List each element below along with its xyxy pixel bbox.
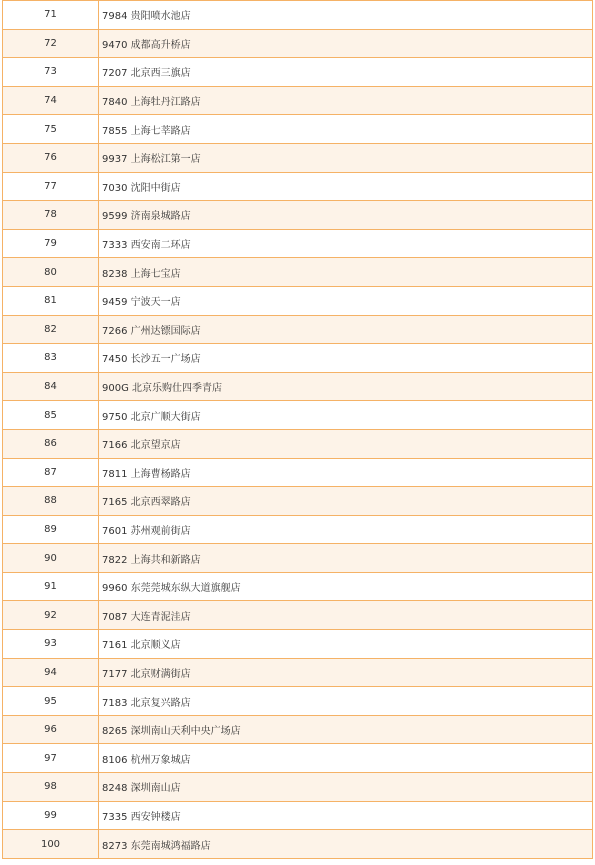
table-row bbox=[3, 115, 593, 144]
store-name-cell: 7161 北京顺义店 bbox=[99, 630, 593, 659]
table-row bbox=[3, 830, 593, 859]
row-number-cell: 74 bbox=[3, 86, 99, 115]
store-name-cell: 7822 上海共和新路店 bbox=[99, 544, 593, 573]
store-name-cell: 7855 上海七莘路店 bbox=[99, 115, 593, 144]
store-name-cell: 7087 大连青泥洼店 bbox=[99, 601, 593, 630]
table-row bbox=[3, 372, 593, 401]
table-row bbox=[3, 286, 593, 315]
row-number-cell: 79 bbox=[3, 229, 99, 258]
row-number-cell: 83 bbox=[3, 344, 99, 373]
table-row bbox=[3, 658, 593, 687]
row-number-cell: 96 bbox=[3, 715, 99, 744]
row-number-cell: 93 bbox=[3, 630, 99, 659]
row-number-cell: 84 bbox=[3, 372, 99, 401]
row-number-cell: 98 bbox=[3, 773, 99, 802]
row-number-cell: 91 bbox=[3, 572, 99, 601]
table-row bbox=[3, 344, 593, 373]
row-number-cell: 90 bbox=[3, 544, 99, 573]
store-name-cell: 7335 西安钟楼店 bbox=[99, 801, 593, 830]
row-number-cell: 78 bbox=[3, 201, 99, 230]
store-name-cell: 7165 北京西翠路店 bbox=[99, 487, 593, 516]
row-number-cell: 87 bbox=[3, 458, 99, 487]
row-number-cell: 97 bbox=[3, 744, 99, 773]
row-number-cell: 86 bbox=[3, 429, 99, 458]
table-row bbox=[3, 86, 593, 115]
table-row bbox=[3, 29, 593, 58]
store-name-cell: 9750 北京广顺大街店 bbox=[99, 401, 593, 430]
table-row bbox=[3, 773, 593, 802]
store-name-cell: 8273 东莞南城鸿福路店 bbox=[99, 830, 593, 859]
row-number-cell: 82 bbox=[3, 315, 99, 344]
table-row bbox=[3, 687, 593, 716]
row-number-cell: 76 bbox=[3, 143, 99, 172]
table-row bbox=[3, 401, 593, 430]
table-row bbox=[3, 258, 593, 287]
store-list-table bbox=[2, 0, 593, 859]
table-row bbox=[3, 744, 593, 773]
table-row bbox=[3, 201, 593, 230]
store-name-cell: 9599 济南泉城路店 bbox=[99, 201, 593, 230]
store-list-body bbox=[3, 1, 593, 859]
row-number-cell: 92 bbox=[3, 601, 99, 630]
store-name-cell: 7183 北京复兴路店 bbox=[99, 687, 593, 716]
row-number-cell: 73 bbox=[3, 58, 99, 87]
table-row bbox=[3, 715, 593, 744]
table-row bbox=[3, 229, 593, 258]
store-name-cell: 900G 北京乐购仕四季青店 bbox=[99, 372, 593, 401]
store-name-cell: 7207 北京西三旗店 bbox=[99, 58, 593, 87]
store-name-cell: 7601 苏州观前街店 bbox=[99, 515, 593, 544]
table-row bbox=[3, 630, 593, 659]
table-row bbox=[3, 58, 593, 87]
store-name-cell: 8248 深圳南山店 bbox=[99, 773, 593, 802]
store-name-cell: 7450 长沙五一广场店 bbox=[99, 344, 593, 373]
store-name-cell: 9960 东莞莞城东纵大道旗舰店 bbox=[99, 572, 593, 601]
table-row bbox=[3, 801, 593, 830]
store-name-cell: 7030 沈阳中街店 bbox=[99, 172, 593, 201]
store-name-cell: 7984 贵阳喷水池店 bbox=[99, 1, 593, 30]
store-name-cell: 7166 北京望京店 bbox=[99, 429, 593, 458]
store-list-table-wrapper bbox=[2, 0, 593, 859]
store-name-cell: 9937 上海松江第一店 bbox=[99, 143, 593, 172]
table-row bbox=[3, 315, 593, 344]
row-number-cell: 71 bbox=[3, 1, 99, 30]
table-row bbox=[3, 544, 593, 573]
table-row bbox=[3, 429, 593, 458]
table-row bbox=[3, 601, 593, 630]
store-name-cell: 7840 上海牡丹江路店 bbox=[99, 86, 593, 115]
row-number-cell: 85 bbox=[3, 401, 99, 430]
store-name-cell: 7266 广州达镖国际店 bbox=[99, 315, 593, 344]
row-number-cell: 94 bbox=[3, 658, 99, 687]
table-row bbox=[3, 172, 593, 201]
store-name-cell: 8265 深圳南山天利中央广场店 bbox=[99, 715, 593, 744]
table-row bbox=[3, 458, 593, 487]
store-name-cell: 8106 杭州万象城店 bbox=[99, 744, 593, 773]
table-row bbox=[3, 487, 593, 516]
table-row bbox=[3, 1, 593, 30]
table-row bbox=[3, 572, 593, 601]
store-name-cell: 7333 西安南二环店 bbox=[99, 229, 593, 258]
row-number-cell: 95 bbox=[3, 687, 99, 716]
row-number-cell: 81 bbox=[3, 286, 99, 315]
store-name-cell: 9459 宁波天一店 bbox=[99, 286, 593, 315]
store-name-cell: 8238 上海七宝店 bbox=[99, 258, 593, 287]
row-number-cell: 88 bbox=[3, 487, 99, 516]
row-number-cell: 77 bbox=[3, 172, 99, 201]
row-number-cell: 75 bbox=[3, 115, 99, 144]
row-number-cell: 89 bbox=[3, 515, 99, 544]
row-number-cell: 99 bbox=[3, 801, 99, 830]
row-number-cell: 100 bbox=[3, 830, 99, 859]
table-row bbox=[3, 143, 593, 172]
store-name-cell: 7177 北京财满街店 bbox=[99, 658, 593, 687]
store-name-cell: 9470 成都高升桥店 bbox=[99, 29, 593, 58]
table-row bbox=[3, 515, 593, 544]
store-name-cell: 7811 上海曹杨路店 bbox=[99, 458, 593, 487]
row-number-cell: 80 bbox=[3, 258, 99, 287]
row-number-cell: 72 bbox=[3, 29, 99, 58]
